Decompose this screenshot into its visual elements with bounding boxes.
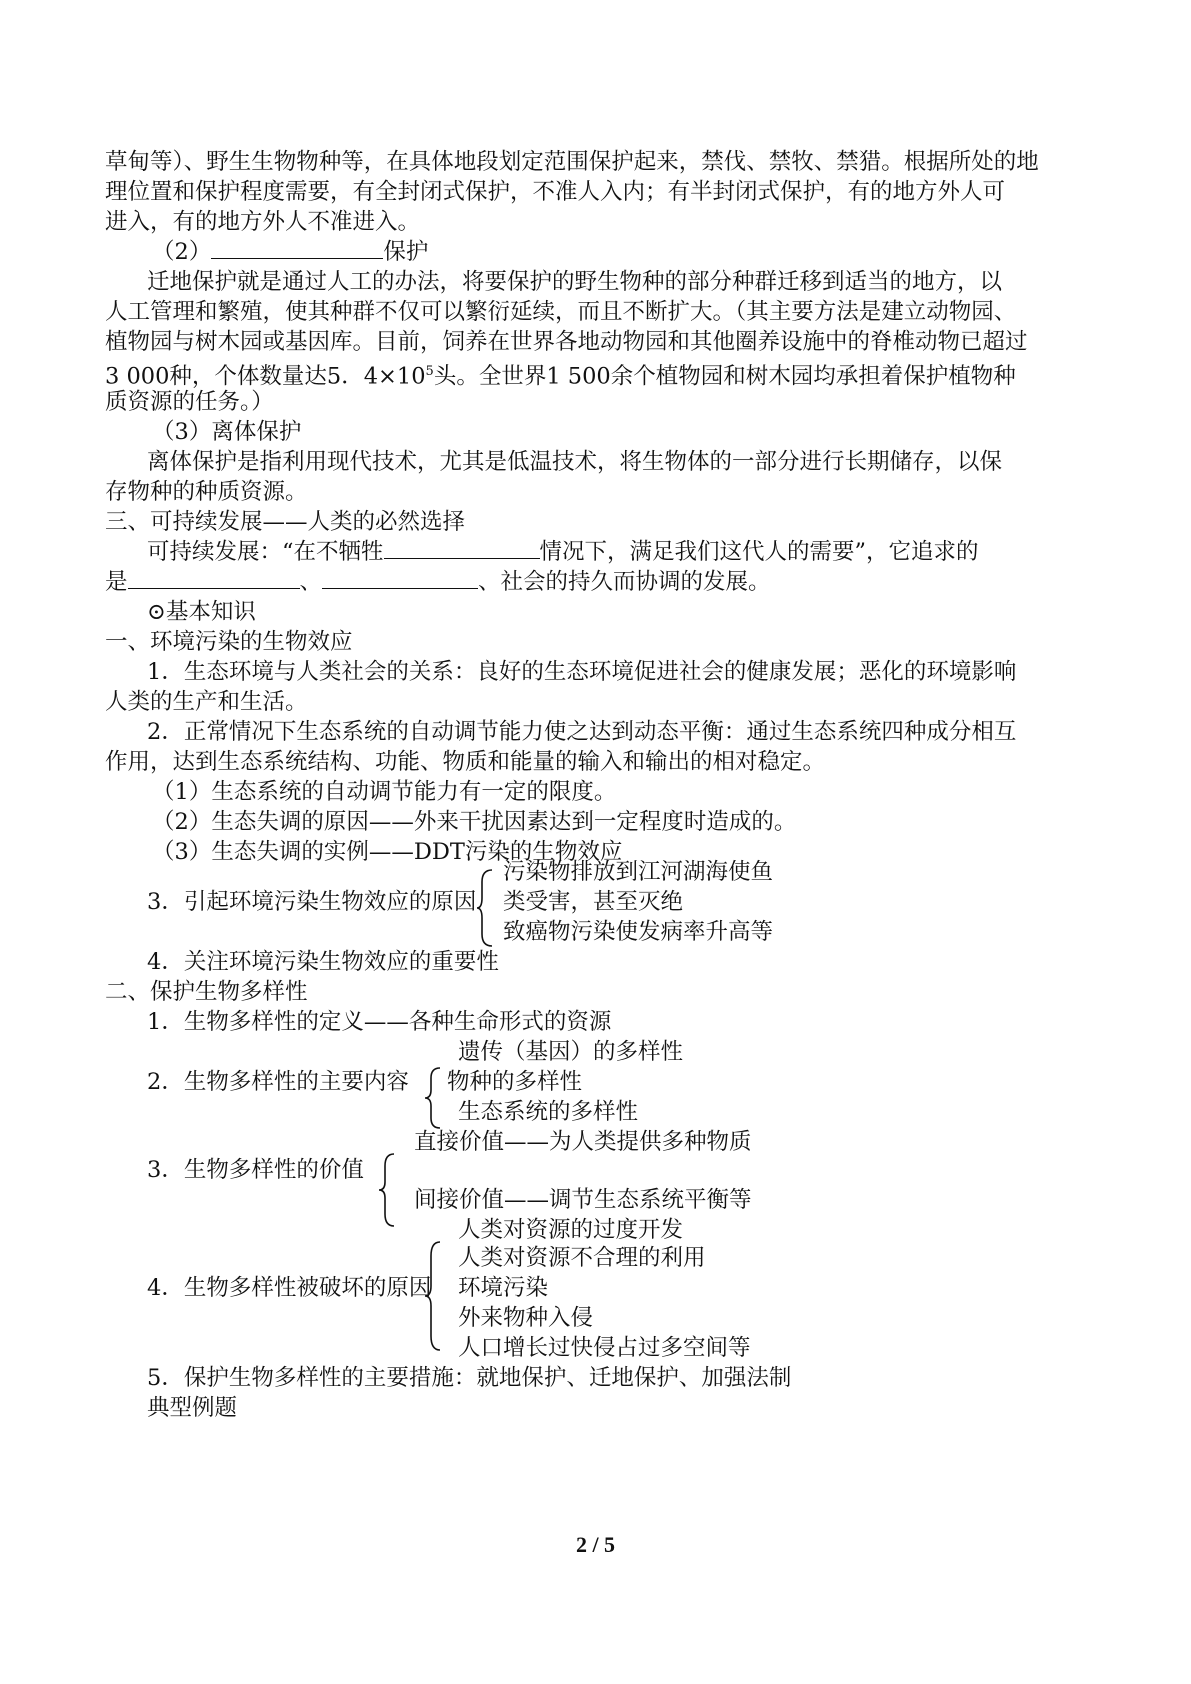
sec1-p3-label: 3．引起环境污染生物效应的原因 xyxy=(147,889,477,915)
sec1-p3-item: 致癌物污染使发病率升高等 xyxy=(503,919,774,945)
section3-title: 三、可持续发展——人类的必然选择 xyxy=(105,509,466,535)
sec2-p1: 1．生物多样性的定义——各种生命形式的资源 xyxy=(147,1009,612,1035)
sec1-p3-item: 污染物排放到江河湖海使鱼 xyxy=(503,859,774,885)
fill-blank[interactable] xyxy=(384,536,540,559)
sec2-p5: 5．保护生物多样性的主要措施：就地保护、迁地保护、加强法制 xyxy=(147,1365,792,1391)
left-brace xyxy=(378,1152,400,1228)
sec1-p2-line2: 作用，达到生态系统结构、功能、物质和能量的输入和输出的相对稳定。 xyxy=(105,749,826,775)
sec2-p4-item: 人口增长过快侵占过多空间等 xyxy=(458,1335,751,1361)
sec1-p4: 4．关注环境污染生物效应的重要性 xyxy=(147,949,499,975)
sec2-title: 二、保护生物多样性 xyxy=(105,979,308,1005)
para2-line3: 植物园与树木园或基因库。目前，饲养在世界各地动物园和其他圈养设施中的脊椎动物已超过 xyxy=(105,329,1028,355)
para2-line1: 迁地保护就是通过人工的办法，将要保护的野生物种的部分种群迁移到适当的地方，以 xyxy=(147,269,1003,295)
sustain-line2-start: 是 xyxy=(105,569,128,595)
para2-line4-start: 3 000种，个体数量达5．4×10 xyxy=(105,363,426,390)
item2-suffix: 保护 xyxy=(383,239,429,265)
sustain-line1-start: 可持续发展：“在不牺牲 xyxy=(147,539,384,565)
left-brace xyxy=(424,1066,446,1130)
para1-line2: 理位置和保护程度需要，有全封闭式保护，不准人入内；有半封闭式保护，有的地方外人可 xyxy=(105,179,1006,205)
fill-blank[interactable] xyxy=(128,566,300,589)
sec1-sub3: （3）生态失调的实例——DDT污染的生物效应 xyxy=(152,839,623,865)
examples-heading: 典型例题 xyxy=(147,1395,238,1421)
left-brace xyxy=(424,1240,446,1352)
sec2-p2-label: 2．生物多样性的主要内容 xyxy=(147,1069,409,1095)
separator: 、 xyxy=(299,569,323,595)
sec2-p4-item: 人类对资源不合理的利用 xyxy=(458,1245,706,1271)
sec2-p4-item: 环境污染 xyxy=(458,1275,549,1301)
sec1-p3-item: 类受害，甚至灭绝 xyxy=(503,889,684,915)
sec2-p4-item: 外来物种入侵 xyxy=(458,1305,594,1331)
basic-knowledge-heading: ⊙基本知识 xyxy=(147,599,256,625)
sec1-sub1: （1）生态系统的自动调节能力有一定的限度。 xyxy=(152,779,617,805)
sustain-line2-end: 、社会的持久而协调的发展。 xyxy=(478,569,771,595)
sec2-p3-item: 间接价值——调节生态系统平衡等 xyxy=(414,1187,752,1213)
sec2-p4-item: 人类对资源的过度开发 xyxy=(458,1217,684,1243)
sustain-line1-end: 情况下，满足我们这代人的需要”，它追求的 xyxy=(539,539,979,565)
item2-prefix: （2） xyxy=(152,239,212,265)
para1-line1: 草甸等）、野生生物物种等，在具体地段划定范围保护起来，禁伐、禁牧、禁猎。根据所处的地 xyxy=(105,149,1039,175)
page-number: 2 / 5 xyxy=(575,1532,616,1557)
exponent: 5 xyxy=(425,364,434,379)
item2-heading xyxy=(152,236,428,268)
para2-line2: 人工管理和繁殖，使其种群不仅可以繁衍延续，而且不断扩大。（其主要方法是建立动物园、 xyxy=(105,299,1017,325)
sec1-title: 一、环境污染的生物效应 xyxy=(105,629,353,655)
sustain-line2 xyxy=(105,566,771,598)
sec2-p4-label: 4．生物多样性被破坏的原因 xyxy=(147,1275,432,1301)
para3-line1: 离体保护是指利用现代技术，尤其是低温技术，将生物体的一部分进行长期储存，以保 xyxy=(147,449,1003,475)
sec2-p2-item: 遗传（基因）的多样性 xyxy=(458,1039,684,1065)
sec2-p2-item: 生态系统的多样性 xyxy=(458,1099,639,1125)
para1-line3: 进入，有的地方外人不准进入。 xyxy=(105,209,421,235)
sec1-sub2: （2）生态失调的原因——外来干扰因素达到一定程度时造成的。 xyxy=(152,809,797,835)
fill-blank[interactable] xyxy=(322,566,478,589)
fill-blank[interactable] xyxy=(211,236,383,259)
sustain-line1 xyxy=(147,536,979,568)
sec1-p2-line1: 2．正常情况下生态系统的自动调节能力使之达到动态平衡：通过生态系统四种成分相互 xyxy=(147,719,1017,745)
sec2-p3-item: 直接价值——为人类提供多种物质 xyxy=(414,1129,752,1155)
sec1-p1-line2: 人类的生产和生活。 xyxy=(105,689,308,715)
para2-line4-end: 头。全世界1 500余个植物园和树木园均承担着保护植物种 xyxy=(433,363,1016,390)
sec2-p3-label: 3．生物多样性的价值 xyxy=(147,1157,364,1183)
para2-line5: 质资源的任务。） xyxy=(105,389,274,415)
sec2-p2-item: 物种的多样性 xyxy=(447,1069,583,1095)
para3-line2: 存物种的种质资源。 xyxy=(105,479,308,505)
left-brace xyxy=(476,868,498,948)
item3-heading: （3）离体保护 xyxy=(152,419,302,445)
sec1-p1-line1: 1．生态环境与人类社会的关系：良好的生态环境促进社会的健康发展；恶化的环境影响 xyxy=(147,659,1017,685)
